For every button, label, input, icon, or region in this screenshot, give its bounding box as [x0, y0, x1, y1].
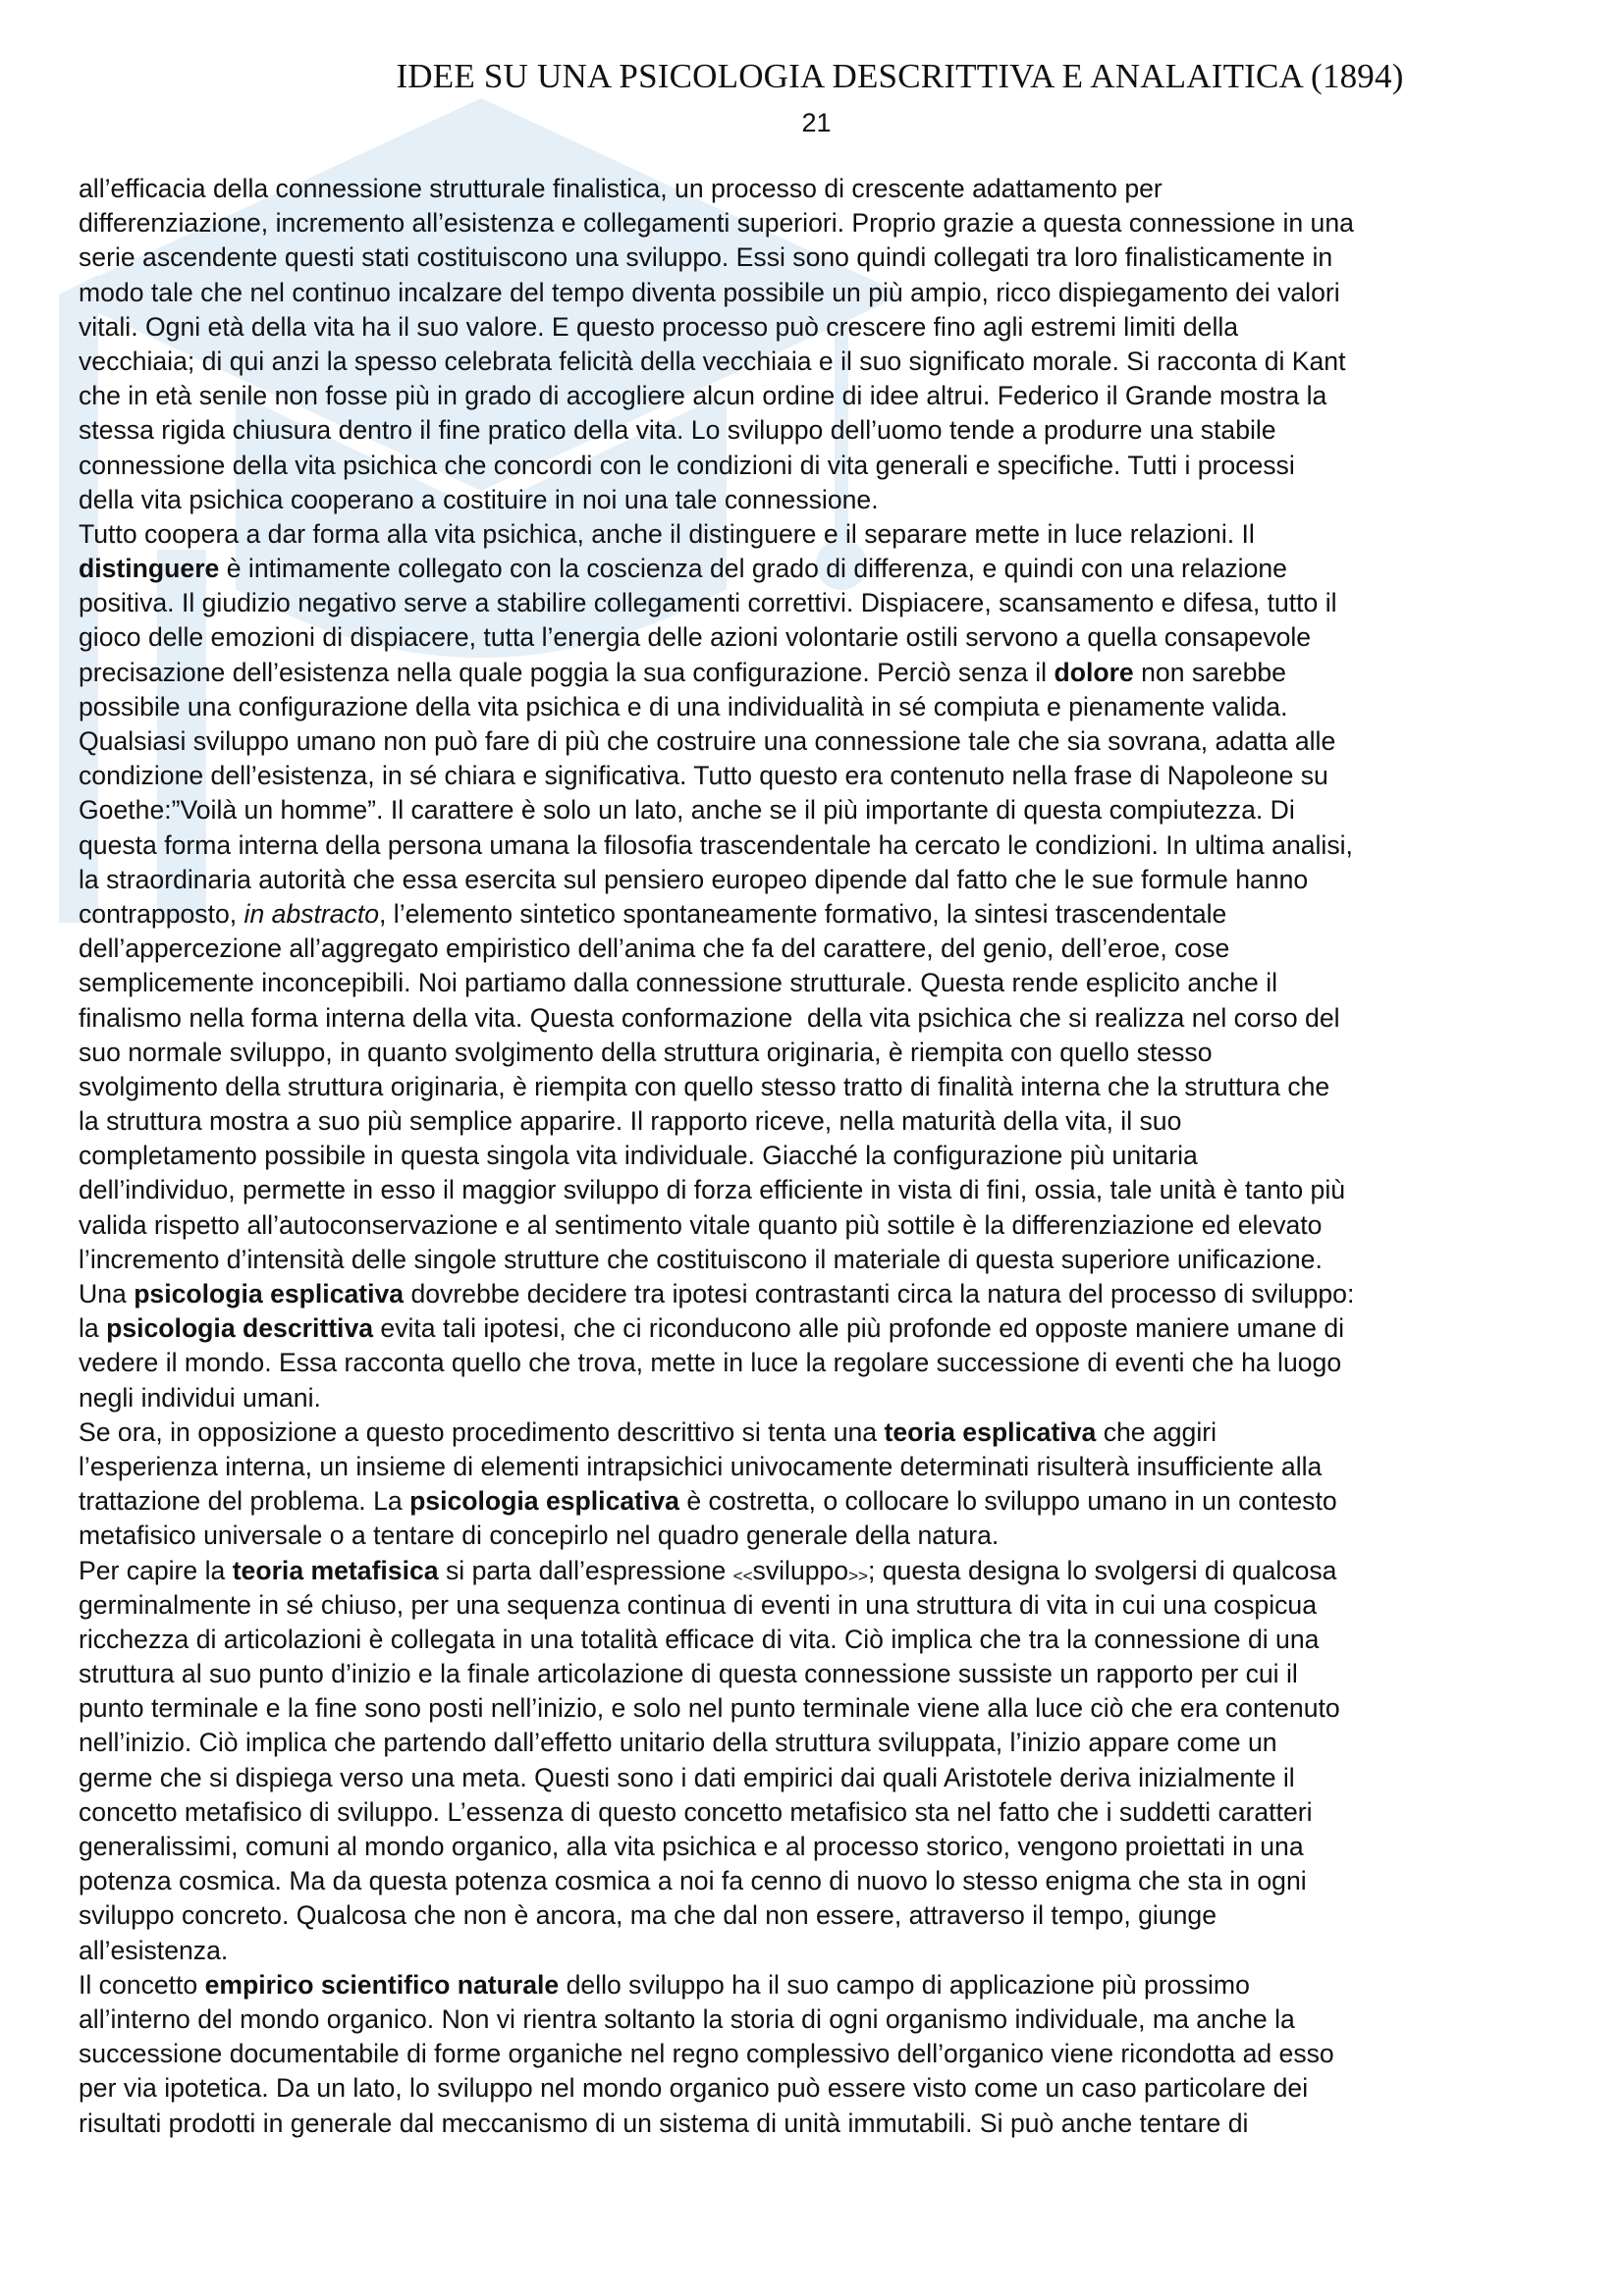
- text-segment: questa forma interna della persona umana la filosofia trascendentale ha cercato le condizioni. In ultima analisi,: [79, 829, 1353, 860]
- text-line: [79, 1104, 1571, 1139]
- text-segment: la: [79, 1313, 107, 1344]
- text-segment: vitali. Ogni età della vita ha il suo valore. E questo processo può crescere fino agli estremi limiti della: [79, 311, 1239, 342]
- text-segment: all’esistenza.: [79, 1935, 229, 1965]
- text-segment: dell’appercezione all’aggregato empiristico dell’anima che fa del carattere, del genio, dell’eroe, cose: [79, 934, 1230, 964]
- text-line: [79, 1726, 1571, 1760]
- text-segment: Goethe:”Voilà un homme”. Il carattere è solo un lato, anche se il più importante di questa compiutezza. Di: [79, 795, 1295, 826]
- text-segment: germe che si dispiega verso una meta. Questi sono i dati empirici dai quali Aristotele deriva inizialmente il: [79, 1762, 1295, 1792]
- text-line: [79, 1415, 1571, 1450]
- text-line: [79, 1691, 1571, 1726]
- text-segment: struttura al suo punto d’inizio e la finale articolazione di questa connessione sussiste un rapporto per cui il: [79, 1659, 1298, 1689]
- text-line: [79, 620, 1571, 655]
- text-line: [79, 2071, 1571, 2106]
- text-segment: vecchiaia; di qui anzi la spesso celebrata felicità della vecchiaia e il suo significato morale. Si racconta di Kant: [79, 346, 1346, 376]
- text-line: [79, 552, 1571, 586]
- text-segment: trattazione del problema. La: [79, 1486, 410, 1517]
- text-segment: gioco delle emozioni di dispiacere, tutta l’energia delle azioni volontarie ostili servono a quella consapevole: [79, 622, 1312, 653]
- text-segment: <<: [732, 1566, 753, 1585]
- text-line: [79, 1623, 1571, 1657]
- text-segment: successione documentabile di forme organiche nel regno complessivo dell’organico viene ricondotta ad esso: [79, 2039, 1334, 2069]
- text-line: [79, 1588, 1571, 1623]
- text-line: [79, 1381, 1571, 1415]
- body-text: [79, 172, 1571, 2141]
- text-line: [79, 1484, 1571, 1519]
- text-segment: è intimamente collegato con la coscienza del grado di differenza, e quindi con una relazione: [219, 554, 1287, 584]
- text-segment: si parta dall’espressione: [438, 1555, 733, 1585]
- bold-term: teoria metafisica: [232, 1555, 439, 1585]
- text-segment: stessa rigida chiusura dentro il fine pratico della vita. Lo sviluppo dell’uomo tende a produrre una stabile: [79, 415, 1276, 446]
- text-segment: >>: [848, 1566, 868, 1585]
- text-segment: finalismo nella forma interna della vita. Questa conformazione della vita psichica che si realizza nel corso del: [79, 1002, 1340, 1033]
- text-segment: ; questa designa lo svolgersi di qualcosa: [867, 1555, 1337, 1585]
- text-segment: potenza cosmica. Ma da questa potenza cosmica a noi fa cenno di nuovo lo stesso enigma che sta in ogni: [79, 1866, 1307, 1896]
- bold-term: psicologia esplicativa: [134, 1279, 405, 1308]
- text-segment: all’interno del mondo organico. Non vi rientra soltanto la storia di ogni organismo individuale, ma anche la: [79, 2003, 1295, 2034]
- text-segment: valida rispetto all’autoconservazione e al sentimento vitale quanto più sottile è la differenziazione ed elevato: [79, 1209, 1323, 1240]
- text-segment: svolgimento della struttura originaria, è riempita con quello stesso tratto di finalità interna che la struttura che: [79, 1071, 1330, 1101]
- text-segment: ricchezza di articolazioni è collegata in una totalità efficace di vita. Ciò implica che tra la connessione di una: [79, 1624, 1320, 1654]
- text-segment: Tutto coopera a dar forma alla vita psichica, anche il distinguere e il separare mette in luce relazioni. Il: [79, 518, 1255, 549]
- text-line: [79, 1934, 1571, 1968]
- bold-term: teoria esplicativa: [884, 1416, 1097, 1447]
- text-segment: germinalmente in sé chiuso, per una sequenza continua di eventi in una struttura di vita in cui una cospicua: [79, 1589, 1318, 1620]
- text-line: [79, 1070, 1571, 1104]
- text-segment: l’esperienza interna, un insieme di elementi intrapsichici univocamente determinati risulterà insufficiente alla: [79, 1451, 1323, 1481]
- text-line: [79, 172, 1571, 206]
- bold-term: dolore: [1054, 657, 1134, 687]
- text-line: [79, 724, 1571, 759]
- text-line: [79, 966, 1571, 1000]
- text-segment: differenziazione, incremento all’esistenza e collegamenti superiori. Proprio grazie a questa connessione in una: [79, 208, 1354, 239]
- text-line: [79, 1208, 1571, 1243]
- text-line: [79, 897, 1571, 932]
- text-line: [79, 1795, 1571, 1830]
- text-line: [79, 932, 1571, 966]
- text-segment: metafisico universale o a tentare di concepirlo nel quadro generale della natura.: [79, 1521, 1000, 1551]
- bold-term: distinguere: [79, 554, 220, 584]
- text-segment: la struttura mostra a suo più semplice apparire. Il rapporto riceve, nella maturità della vita, il suo: [79, 1106, 1182, 1137]
- text-segment: modo tale che nel continuo incalzare del tempo diventa possibile un più ampio, ricco dispiegamento dei valori: [79, 277, 1340, 307]
- text-line: [79, 1173, 1571, 1207]
- text-segment: serie ascendente questi stati costituiscono una sviluppo. Essi sono quindi collegati tra loro finalisticamente in: [79, 242, 1333, 273]
- text-segment: dell’individuo, permette in esso il maggior sviluppo di forza efficiente in vista di fini, ossia, tale unità è tanto più: [79, 1175, 1346, 1205]
- bold-term: psicologia descrittiva: [106, 1313, 374, 1344]
- text-line: [79, 1761, 1571, 1795]
- text-line: [79, 345, 1571, 379]
- text-segment: suo normale sviluppo, in quanto svolgimento della struttura originaria, è riempita con quello stesso: [79, 1037, 1213, 1067]
- text-line: [79, 1519, 1571, 1553]
- text-segment: Per capire la: [79, 1555, 233, 1585]
- running-header-title: IDEE SU UNA PSICOLOGIA DESCRITTIVA E ANALAITICA (1894): [396, 57, 1404, 95]
- text-line: [79, 1036, 1571, 1070]
- text-segment: vedere il mondo. Essa racconta quello che trova, mette in luce la regolare successione di eventi che ha luogo: [79, 1348, 1342, 1378]
- text-segment: all’efficacia della connessione strutturale finalistica, un processo di crescente adattamento per: [79, 174, 1163, 203]
- text-segment: precisazione dell’esistenza nella quale poggia la sua configurazione. Perciò senza il: [79, 657, 1055, 687]
- text-line: [79, 449, 1571, 483]
- text-line: [79, 656, 1571, 690]
- text-line: [79, 517, 1571, 552]
- text-segment: completamento possibile in questa singola vita individuale. Giacché la configurazione più unitaria: [79, 1141, 1198, 1171]
- text-segment: positiva. Il giudizio negativo serve a stabilire collegamenti correttivi. Dispiacere, scansamento e difesa, tutto il: [79, 588, 1337, 618]
- text-line: [79, 1554, 1571, 1588]
- text-segment: Una: [79, 1279, 135, 1308]
- text-line: [79, 2107, 1571, 2141]
- text-segment: risultati prodotti in generale dal meccanismo di un sistema di unità immutabili. Si può anche tentare di: [79, 2108, 1249, 2138]
- text-line: [79, 1830, 1571, 1864]
- text-line: [79, 793, 1571, 828]
- text-segment: Qualsiasi sviluppo umano non può fare di più che costruire una connessione tale che sia sovrana, adatta alle: [79, 726, 1336, 756]
- text-line: [79, 206, 1571, 240]
- text-segment: dello sviluppo ha il suo campo di applicazione più prossimo: [559, 1969, 1250, 2000]
- text-segment: che aggiri: [1096, 1416, 1217, 1447]
- text-line: [79, 1657, 1571, 1691]
- text-segment: è costretta, o collocare lo sviluppo umano in un contesto: [678, 1486, 1337, 1517]
- text-segment: nell’inizio. Ciò implica che partendo dall’effetto unitario della struttura sviluppata, l’inizio appare come un: [79, 1728, 1277, 1758]
- text-line: [79, 1898, 1571, 1933]
- text-segment: l’incremento d’intensità delle singole strutture che costituiscono il materiale di questa superiore unificazione.: [79, 1244, 1323, 1274]
- text-line: [79, 276, 1571, 310]
- text-line: [79, 1450, 1571, 1484]
- text-segment: Il concetto: [79, 1969, 205, 2000]
- text-line: [79, 379, 1571, 413]
- text-line: [79, 2002, 1571, 2037]
- text-line: [79, 863, 1571, 897]
- text-segment: punto terminale e la fine sono posti nell’inizio, e solo nel punto terminale viene alla luce ciò che era contenuto: [79, 1693, 1340, 1724]
- text-line: [79, 1346, 1571, 1380]
- text-line: [79, 1139, 1571, 1173]
- text-line: [79, 1311, 1571, 1346]
- text-segment: sviluppo concreto. Qualcosa che non è ancora, ma che dal non essere, attraverso il tempo, giunge: [79, 1900, 1217, 1931]
- text-segment: per via ipotetica. Da un lato, lo sviluppo nel mondo organico può essere visto come un caso particolare dei: [79, 2073, 1309, 2104]
- text-line: [79, 586, 1571, 620]
- text-segment: della vita psichica cooperano a costituire in noi una tale connessione.: [79, 484, 879, 514]
- text-segment: negli individui umani.: [79, 1382, 321, 1413]
- text-segment: connessione della vita psichica che concordi con le condizioni di vita generali e specifiche. Tutti i processi: [79, 450, 1295, 480]
- text-line: [79, 483, 1571, 517]
- text-segment: generalissimi, comuni al mondo organico, alla vita psichica e al processo storico, vengono proiettati in una: [79, 1832, 1304, 1861]
- text-segment: evita tali ipotesi, che ci riconducono alle più profonde ed opposte maniere umane di: [373, 1313, 1345, 1344]
- page-number: 21: [801, 108, 832, 137]
- text-segment: , l’elemento sintetico spontaneamente formativo, la sintesi trascendentale: [379, 898, 1227, 929]
- text-line: [79, 690, 1571, 724]
- text-line: [79, 1968, 1571, 2002]
- text-line: [79, 759, 1571, 793]
- text-line: [79, 240, 1571, 275]
- text-line: [79, 1243, 1571, 1277]
- text-segment: semplicemente inconcepibili. Noi partiamo dalla connessione strutturale. Questa rende esplicito anche il: [79, 968, 1278, 998]
- text-line: [79, 310, 1571, 345]
- text-segment: che in età senile non fosse più in grado di accogliere alcun ordine di idee altrui. Federico il Grande mostra la: [79, 381, 1327, 411]
- bold-term: psicologia esplicativa: [409, 1486, 679, 1517]
- text-segment: sviluppo: [752, 1555, 849, 1585]
- text-segment: la straordinaria autorità che essa esercita sul pensiero europeo dipende dal fatto che le sue formule hanno: [79, 864, 1309, 894]
- text-segment: Se ora, in opposizione a questo procedimento descrittivo si tenta una: [79, 1416, 885, 1447]
- text-segment: concetto metafisico di sviluppo. L’essenza di questo concetto metafisico sta nel fatto che i suddetti caratteri: [79, 1796, 1313, 1827]
- italic-term: in abstracto: [243, 898, 380, 929]
- text-segment: contrapposto,: [79, 898, 244, 929]
- text-line: [79, 413, 1571, 448]
- text-line: [79, 828, 1571, 863]
- text-segment: possibile una configurazione della vita psichica e di una individualità in sé compiuta e pienamente valida.: [79, 691, 1288, 721]
- bold-term: empirico scientifico naturale: [204, 1969, 560, 2000]
- text-line: [79, 1001, 1571, 1036]
- text-line: [79, 1864, 1571, 1898]
- text-segment: dovrebbe decidere tra ipotesi contrastanti circa la natura del processo di sviluppo:: [404, 1279, 1355, 1308]
- text-line: [79, 1277, 1571, 1311]
- text-segment: non sarebbe: [1133, 657, 1286, 687]
- text-line: [79, 2037, 1571, 2071]
- text-segment: condizione dell’esistenza, in sé chiara e significativa. Tutto questo era contenuto nella frase di Napoleone su: [79, 761, 1328, 791]
